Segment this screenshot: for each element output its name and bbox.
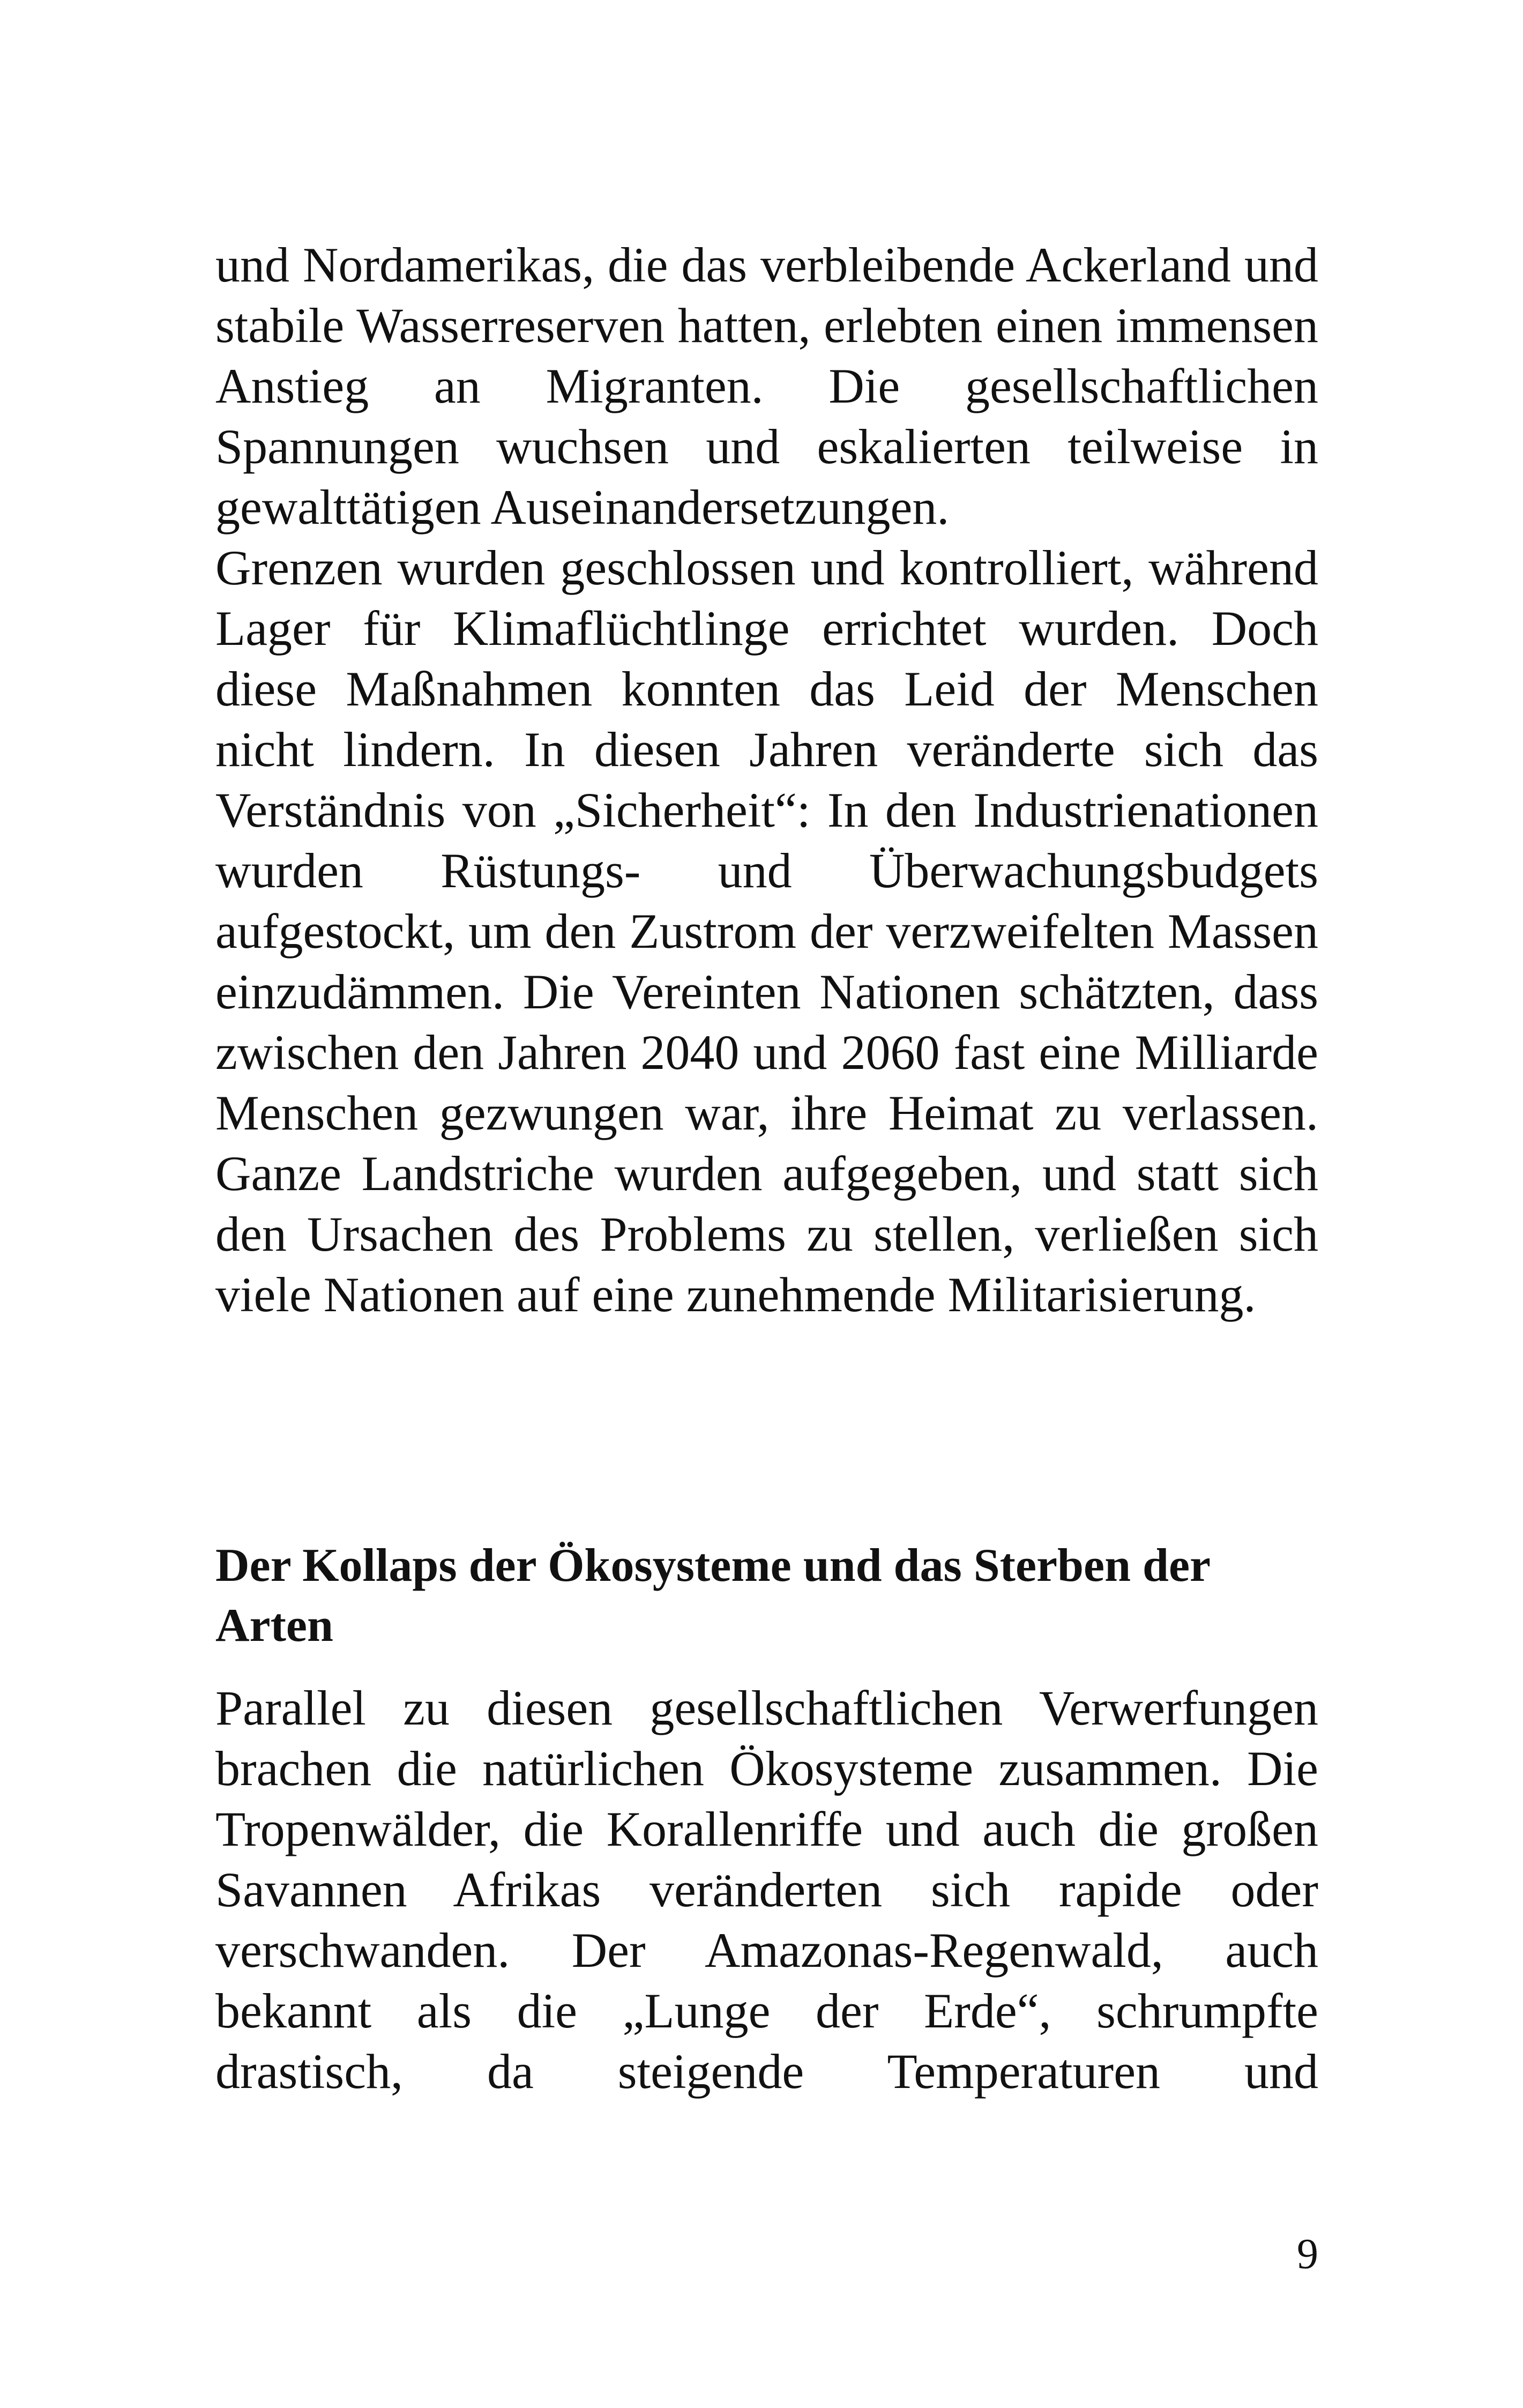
section-heading: Der Kollaps der Ökosysteme und das Sterben der Arten (215, 1540, 1210, 1652)
paragraph-ecosystems: Parallel zu diesen gesellschaftlichen Verwerfungen brachen die natürlichen Ökosysteme zusammen. Die Tropenwälder, die Korallenriffe und auch die großen Savannen Afrikas veränderten sich rapide oder verschwanden. Der Amazonas-Regenwald, auch bekannt als die „Lunge der Erde“, schrumpfte drastisch, da steigende Temperaturen und (215, 1681, 1318, 2099)
page-number: 9 (1297, 2231, 1318, 2278)
body-text-bottom (215, 1678, 1318, 2102)
paragraph-borders: Grenzen wurden geschlossen und kontrolliert, während Lager für Klimaflüchtlinge errichtet wurden. Doch diese Maßnahmen konnten das Leid der Menschen nicht lindern. In diesen Jahren veränderte sich das Verständnis von „Sicherheit“: In den Industrienationen wurden Rüstungs- und Überwachungsbudgets aufgestockt, um den Zustrom der verzweifelten Massen einzudämmen. Die Vereinten Nationen schätzten, dass zwischen den Jahren 2040 und 2060 fast eine Milliarde Menschen gezwungen war, ihre Heimat zu verlassen. Ganze Landstriche wurden aufgegeben, und statt sich den Ursachen des Problems zu stellen, verließen sich viele Nationen auf eine zunehmende Militarisierung. (215, 540, 1318, 1322)
body-text-top (215, 235, 1318, 1325)
paragraph-migration: und Nordamerikas, die das verbleibende Ackerland und stabile Wasserreserven hatten, erlebten einen immensen Anstieg an Migranten. Die gesellschaftlichen Spannungen wuchsen und eskalierten teilweise in gewalttätigen Auseinandersetzungen. (215, 237, 1318, 534)
